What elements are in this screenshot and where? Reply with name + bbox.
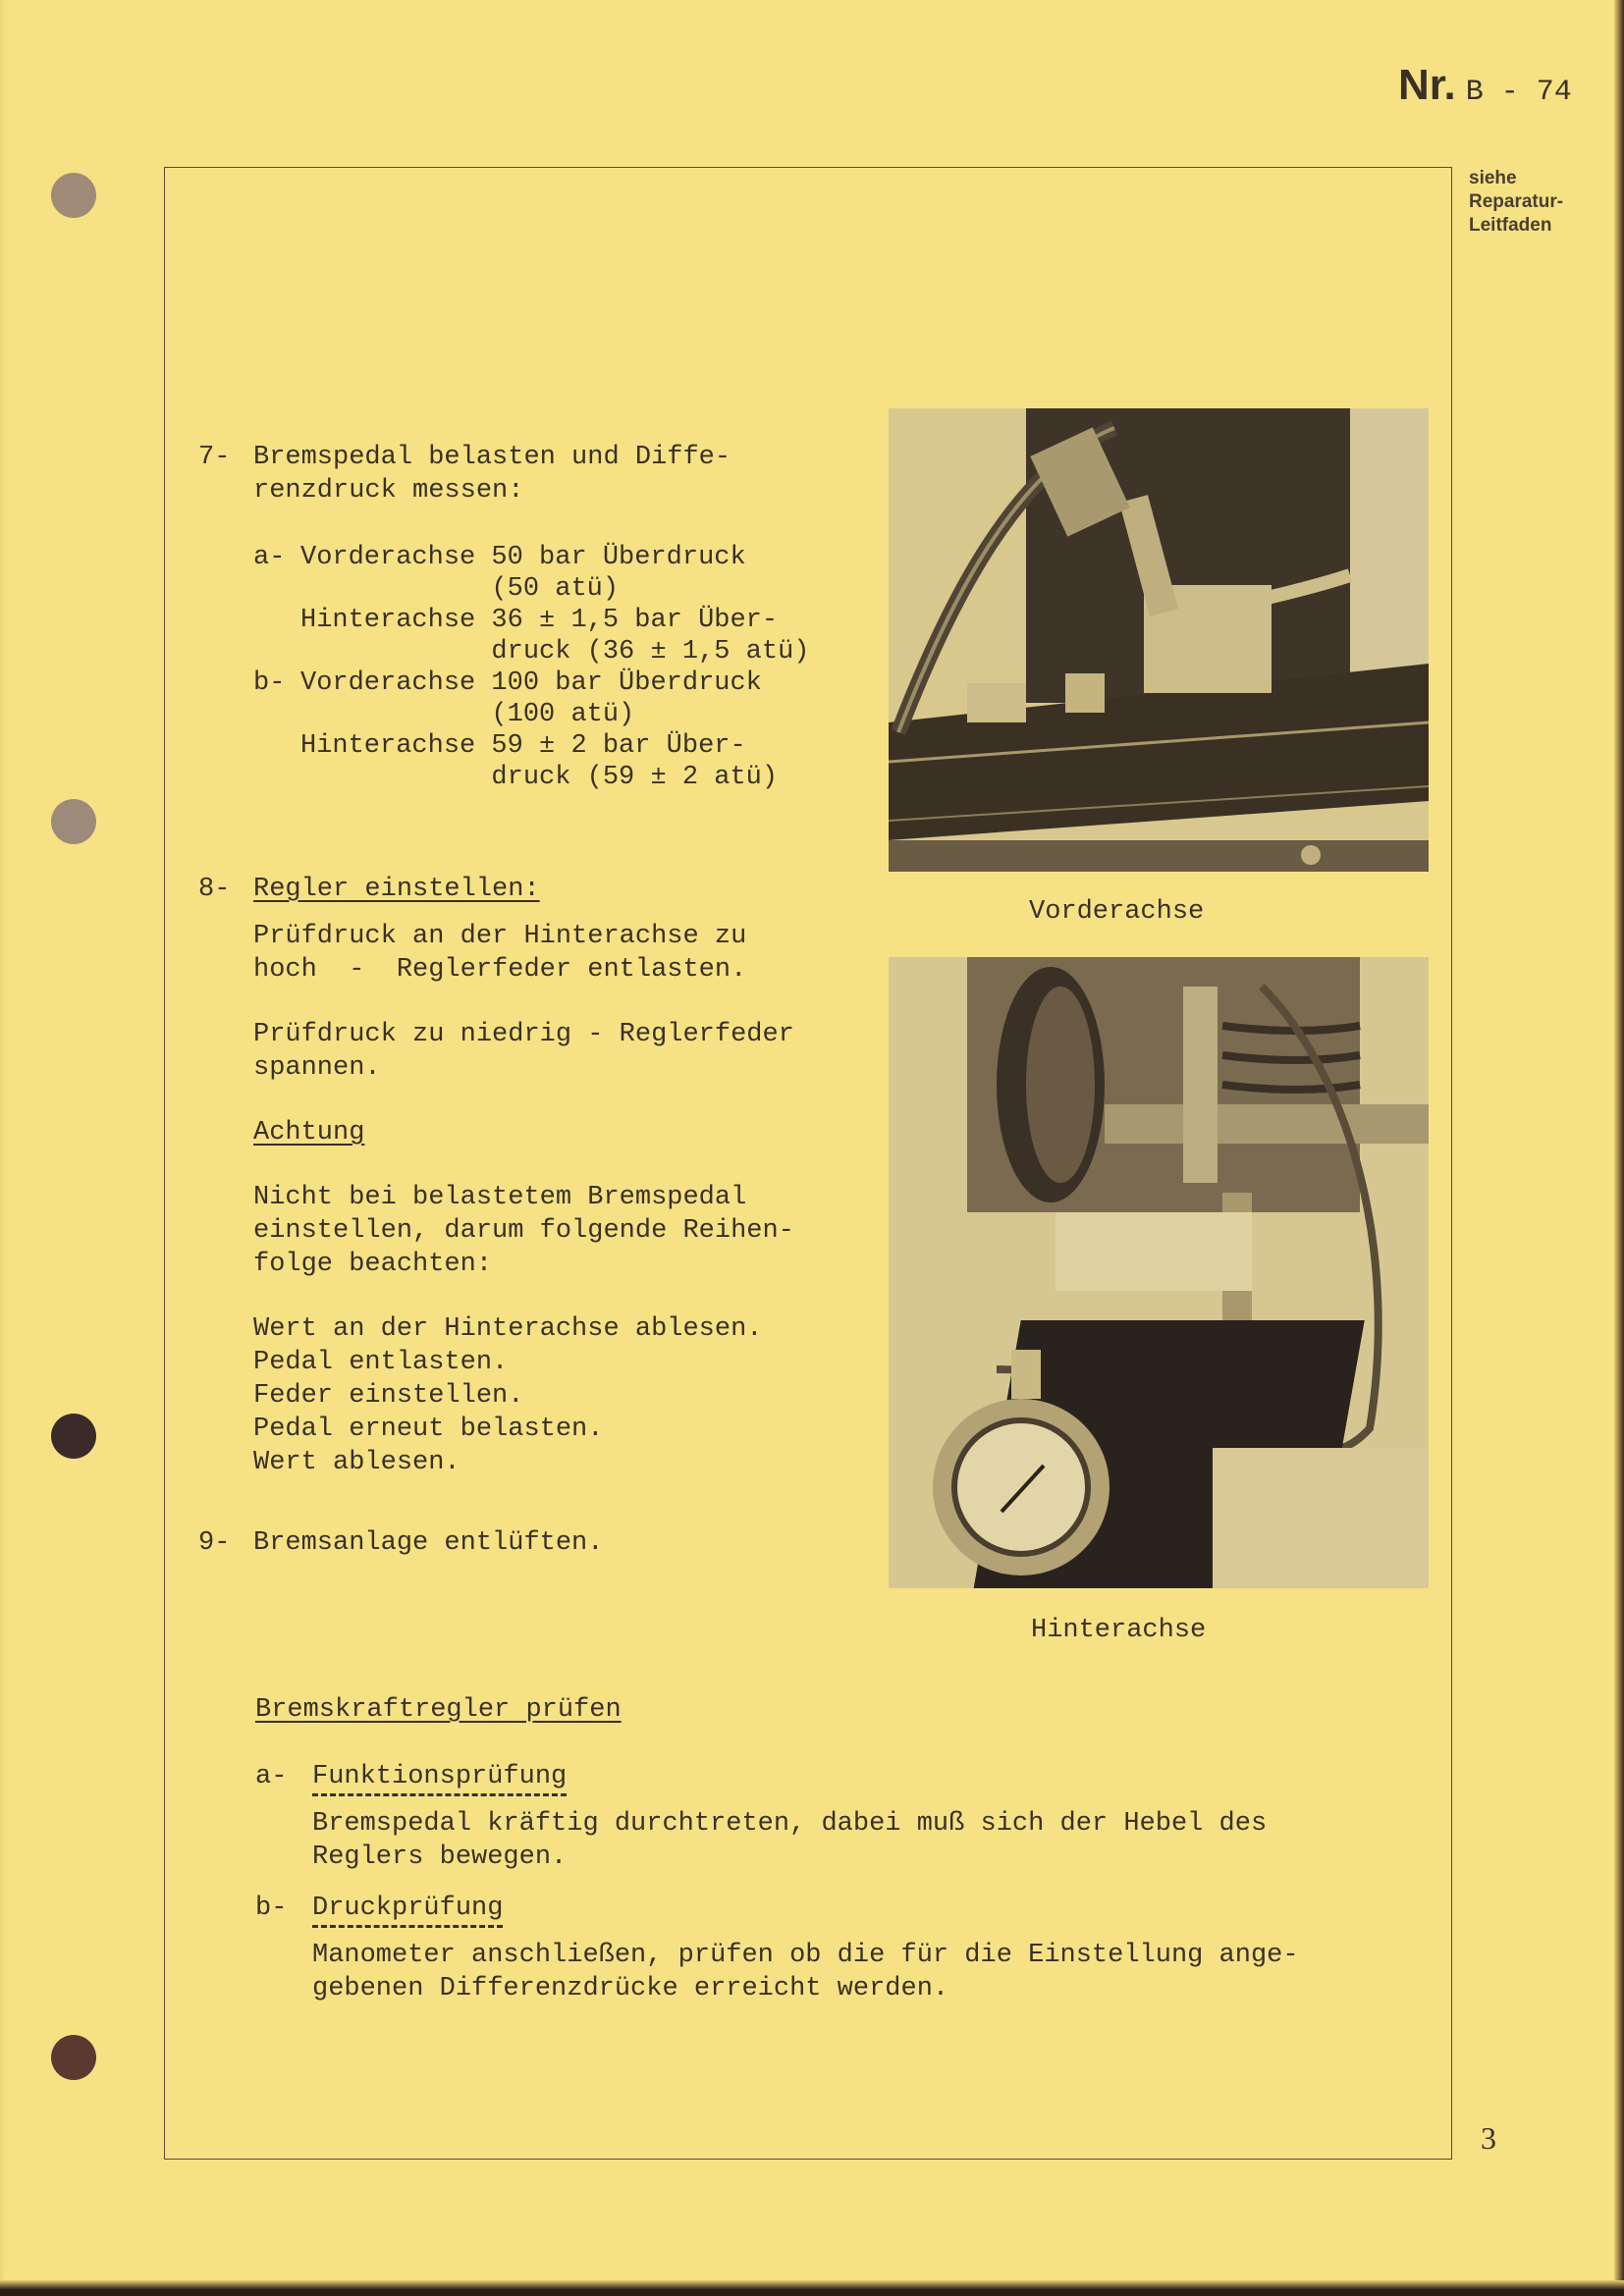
side-note-line: Reparatur- xyxy=(1469,191,1564,212)
side-note-line: siehe xyxy=(1469,168,1517,188)
pressure-line: (100 atü) xyxy=(300,700,635,729)
warning-line: folge beachten: xyxy=(253,1250,493,1279)
sequence-item: Feder einstellen. xyxy=(253,1381,524,1411)
binder-hole xyxy=(51,799,96,844)
pressure-line: (50 atü) xyxy=(300,574,620,604)
step-number: 8- xyxy=(198,875,231,904)
rear-axle-illustration xyxy=(889,957,1429,1588)
side-note xyxy=(1469,167,1563,238)
paragraph-line: Reglers bewegen. xyxy=(312,1842,568,1872)
pressure-line: druck (36 ± 1,5 atü) xyxy=(300,637,810,667)
sub-title xyxy=(312,1761,567,1792)
page-edge-left xyxy=(0,0,6,2296)
sequence-item: Wert an der Hinterachse ablesen. xyxy=(253,1314,763,1344)
sequence-item: Wert ablesen. xyxy=(253,1448,460,1477)
binder-hole xyxy=(51,2035,96,2080)
warning-line: Nicht bei belastetem Bremspedal xyxy=(253,1183,747,1212)
step-number: 9- xyxy=(198,1528,231,1558)
step-text: Bremsanlage entlüften. xyxy=(253,1528,604,1558)
paragraph-line: Prüfdruck an der Hinterachse zu xyxy=(253,922,747,951)
warning-label: Achtung xyxy=(253,1118,365,1148)
pressure-line: Hinterachse 59 ± 2 bar Über- xyxy=(300,731,746,761)
sub-title-text: Druckprüfung xyxy=(312,1894,503,1928)
pressure-line: Vorderachse 100 bar Überdruck xyxy=(300,668,762,698)
sub-label: b- xyxy=(253,668,286,698)
step-title: Bremspedal belasten und Diffe- xyxy=(253,443,731,472)
warning-line: einstellen, darum folgende Reihen- xyxy=(253,1216,794,1246)
sub-title-text: Funktionsprüfung xyxy=(312,1762,567,1796)
page-edge-bottom xyxy=(0,2280,1624,2296)
photo-caption: Hinterachse xyxy=(1031,1616,1207,1645)
paragraph-line: Manometer anschließen, prüfen ob die für die Einstellung ange- xyxy=(312,1941,1299,1970)
binder-hole xyxy=(51,173,96,218)
sequence-item: Pedal erneut belasten. xyxy=(253,1415,604,1444)
pressure-line: Vorderachse 50 bar Überdruck xyxy=(300,543,746,572)
pressure-line: druck (59 ± 2 atü) xyxy=(300,763,779,792)
sub-label: a- xyxy=(253,543,286,572)
document-number xyxy=(1398,61,1572,113)
pressure-line: Hinterachse 36 ± 1,5 bar Über- xyxy=(300,606,779,635)
photo-caption: Vorderachse xyxy=(1029,897,1205,927)
paragraph-line: Prüfdruck zu niedrig - Reglerfeder xyxy=(253,1020,794,1049)
nr-label: Nr. xyxy=(1398,61,1456,109)
step-title: renzdruck messen: xyxy=(253,476,524,506)
front-axle-illustration xyxy=(889,408,1429,872)
photo-rear-axle xyxy=(889,957,1429,1588)
sub-label: b- xyxy=(255,1894,288,1923)
paragraph-line: Bremspedal kräftig durchtreten, dabei muß sich der Hebel des xyxy=(312,1809,1268,1839)
step-number: 7- xyxy=(198,443,231,472)
paragraph-line: hoch - Reglerfeder entlasten. xyxy=(253,955,747,985)
page-number: 3 xyxy=(1481,2120,1496,2156)
side-note-line: Leitfaden xyxy=(1469,215,1552,236)
photo-front-axle xyxy=(889,408,1429,872)
sub-label: a- xyxy=(255,1762,288,1791)
paragraph-line: gebenen Differenzdrücke erreicht werden. xyxy=(312,1974,949,2003)
paragraph-line: spannen. xyxy=(253,1053,381,1083)
doc-code: B - 74 xyxy=(1465,76,1572,109)
sub-title xyxy=(312,1893,503,1924)
section-title: Bremskraftregler prüfen xyxy=(255,1695,622,1725)
binder-hole xyxy=(51,1414,96,1459)
sequence-item: Pedal entlasten. xyxy=(253,1348,509,1377)
page-edge-right xyxy=(1614,0,1624,2296)
step-title: Regler einstellen: xyxy=(253,875,540,904)
